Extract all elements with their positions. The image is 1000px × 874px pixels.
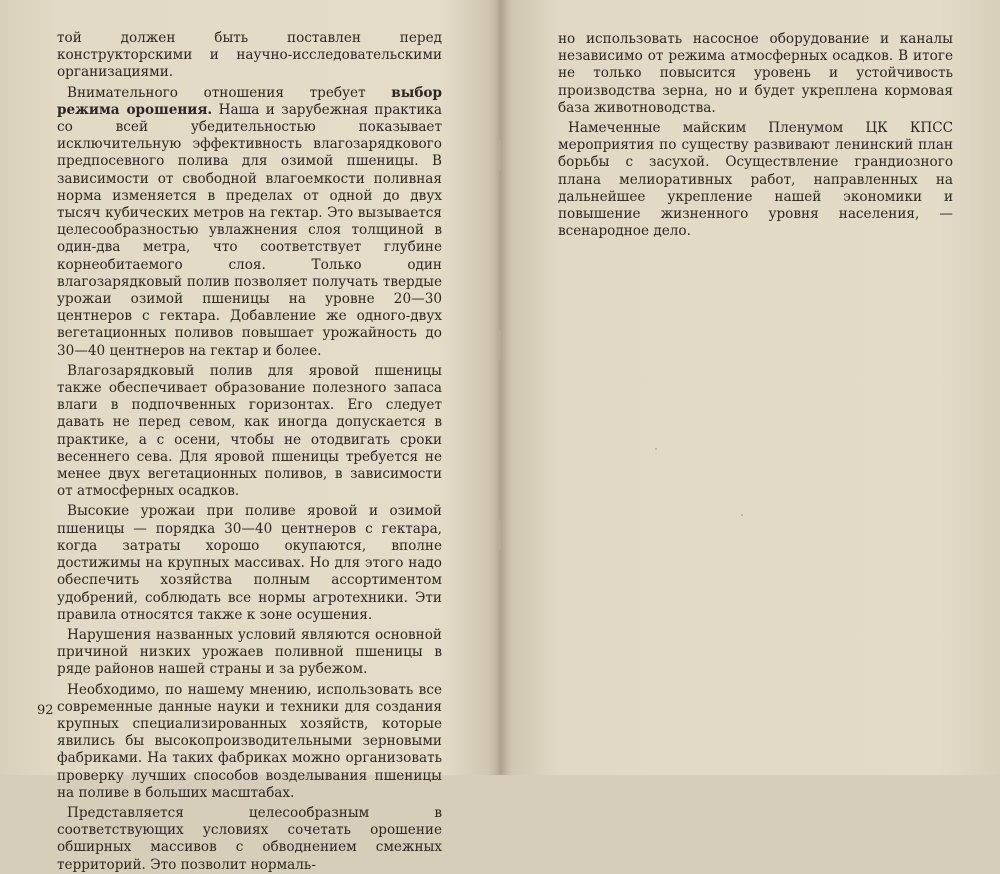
left-page — [0, 0, 500, 873]
paragraph: той должен быть поставлен перед конструкторскими и научно-исследовательскими организациями. — [57, 30, 442, 81]
left-page-text — [57, 30, 442, 874]
paragraph: Необходимо, по нашему мнению, использовать все современные данные науки и техники для создания крупных специализированных хозяйств, которые явились бы высокопроизводительными зерновыми фабриками. На таких фабриках можно организовать проверку лучших способов возделывания пшеницы на поливе в больших масштабах. — [57, 681, 442, 801]
right-page-text — [558, 31, 953, 240]
paragraph: но использовать насосное оборудование и каналы независимо от режима атмосферных осадков. В итоге не только повысится уровень и устойчивость производства зерна, но и будет укреплена кормовая база животноводства. — [558, 31, 953, 116]
paragraph: Высокие урожаи при поливе яровой и озимой пшеницы — порядка 30—40 центнеров с гектара, когда затраты хорошо окупаются, вполне достижимы на крупных массивах. Но для этого надо обеспечить хозяйства полным ассортиментом удобрений, соблюдать все нормы агротехники. Эти правила относятся также к зоне осушения. — [57, 503, 442, 623]
binding-stitch — [499, 330, 501, 360]
paragraph: Намеченные майским Пленумом ЦК КПСС мероприятия по существу развивают ленинский план борьбы с засухой. Осуществление грандиозного плана мелиоративных работ, направленных на дальнейшее укрепление нашей экономики и повышение жизненного уровня населения, — всенародное дело. — [558, 120, 953, 240]
paper-speck — [741, 514, 743, 516]
right-page — [500, 0, 1000, 775]
binding-stitch — [499, 140, 501, 170]
page-number: 92 — [37, 703, 54, 718]
paper-speck — [655, 448, 657, 450]
bold-term: выбор режима орошения. — [57, 84, 442, 118]
paragraph: Влагозарядковый полив для яровой пшеницы также обеспечивает образование полезного запаса влаги в подпочвенных горизонтах. Его следует давать не перед севом, как иногда допускается в практике, а с осени, чтобы не отодвигать сроки весеннего сева. Для яровой пшеницы требуется не менее двух вегетационных поливов, в зависимости от атмосферных осадков. — [57, 362, 442, 500]
paragraph — [57, 85, 442, 360]
paragraph: Представляется целесообразным в соответствующих условиях сочетать орошение обширных массивов с обводнением смежных территорий. Это позволит нормаль- — [57, 804, 442, 873]
binding-stitch — [499, 520, 501, 550]
paragraph-body: Наша и зарубежная практика со всей убедительностью показывает исключительную эффективность влагозарядкового предпосевного полива для озимой пшеницы. В зависимости от свободной влагоемкости поливная норма изменяется в пределах от одной до двух тысяч кубических метров на гектар. Это вызывается целесообразностью увлажнения слоя толщиной в один-два метра, что соответствует глубине корнеобитаемого слоя. Только один влагозарядковый полив позволяет получать твердые урожаи озимой пшеницы на уровне 20—30 центнеров с гектара. Добавление же одного-двух вегетационных поливов повышает урожайность до 30—40 центнеров на гектар и более. — [57, 101, 442, 359]
paragraph: Нарушения названных условий являются основной причиной низких урожаев поливной пшеницы в ряде районов нашей страны и за рубежом. — [57, 626, 442, 678]
paragraph-lead: Внимательного отношения требует — [67, 84, 392, 101]
